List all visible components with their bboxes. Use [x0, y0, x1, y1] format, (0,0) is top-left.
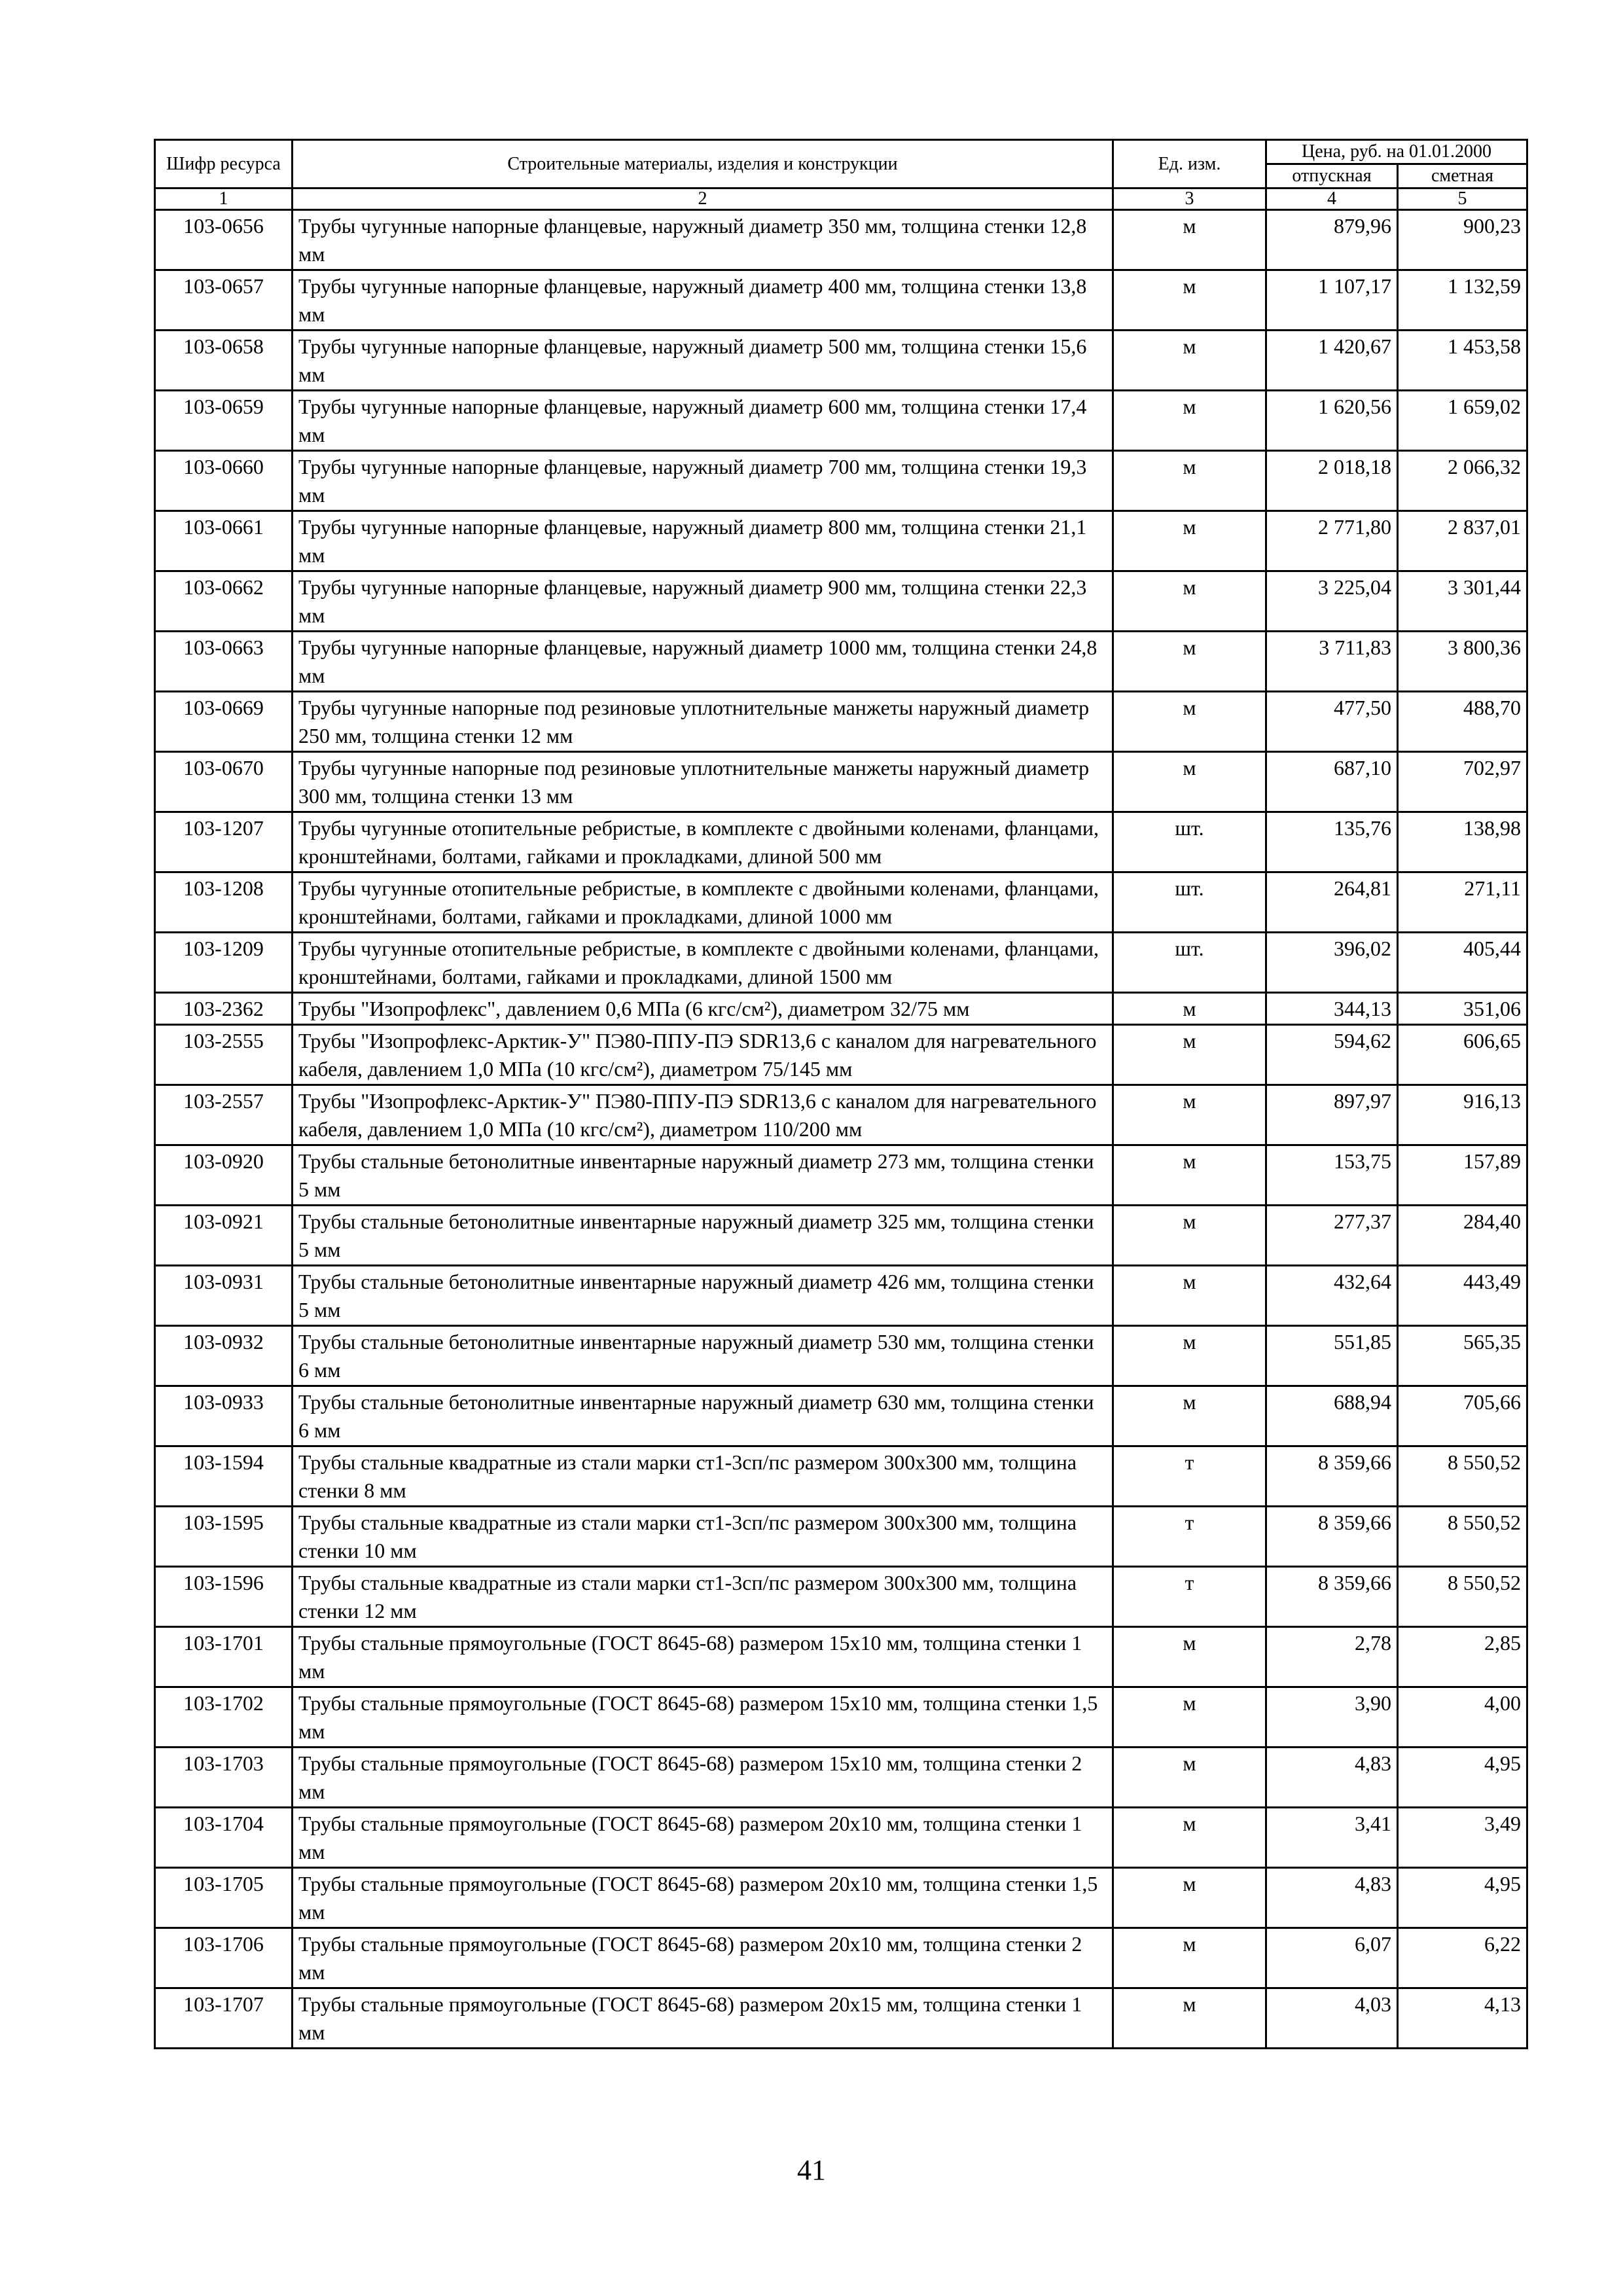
resource-code: 103-0656	[155, 210, 293, 270]
estimate-price: 705,66	[1398, 1386, 1527, 1446]
unit-of-measure: м	[1113, 1266, 1266, 1326]
table-row	[155, 571, 1527, 632]
material-name: Трубы стальные бетонолитные инвентарные наружный диаметр 426 мм, толщина стенки 5 мм	[293, 1266, 1113, 1326]
material-name: Трубы чугунные напорные фланцевые, наружный диаметр 500 мм, толщина стенки 15,6 мм	[293, 331, 1113, 391]
release-price: 2 771,80	[1266, 511, 1398, 571]
table-row	[155, 1748, 1527, 1808]
resource-code: 103-0660	[155, 451, 293, 511]
header-release-price: отпускная	[1266, 164, 1398, 188]
unit-of-measure: м	[1113, 1145, 1266, 1206]
material-name: Трубы стальные прямоугольные (ГОСТ 8645-68) размером 15х10 мм, толщина стенки 2 мм	[293, 1748, 1113, 1808]
resource-code: 103-1596	[155, 1567, 293, 1627]
estimate-price: 8 550,52	[1398, 1567, 1527, 1627]
table-row	[155, 1808, 1527, 1868]
table-header	[155, 140, 1527, 210]
unit-of-measure: м	[1113, 1326, 1266, 1386]
unit-of-measure: м	[1113, 1808, 1266, 1868]
header-materials: Строительные материалы, изделия и конструкции	[293, 140, 1113, 188]
estimate-price: 271,11	[1398, 872, 1527, 933]
estimate-price: 488,70	[1398, 692, 1527, 752]
unit-of-measure: м	[1113, 1687, 1266, 1748]
header-unit: Ед. изм.	[1113, 140, 1266, 188]
resource-code: 103-1208	[155, 872, 293, 933]
release-price: 1 620,56	[1266, 391, 1398, 451]
estimate-price: 6,22	[1398, 1928, 1527, 1988]
release-price: 2,78	[1266, 1627, 1398, 1687]
material-name: Трубы чугунные напорные фланцевые, наружный диаметр 800 мм, толщина стенки 21,1 мм	[293, 511, 1113, 571]
material-name: Трубы "Изопрофлекс", давлением 0,6 МПа (6 кгс/см²), диаметром 32/75 мм	[293, 993, 1113, 1025]
estimate-price: 3 301,44	[1398, 571, 1527, 632]
table-row	[155, 993, 1527, 1025]
material-name: Трубы чугунные отопительные ребристые, в комплекте с двойными коленами, фланцами, кронштейнами, болтами, гайками и прокладками, длиной 500 мм	[293, 812, 1113, 872]
unit-of-measure: м	[1113, 1748, 1266, 1808]
material-name: Трубы стальные прямоугольные (ГОСТ 8645-68) размером 15х10 мм, толщина стенки 1 мм	[293, 1627, 1113, 1687]
estimate-price: 702,97	[1398, 752, 1527, 812]
resource-code: 103-0921	[155, 1206, 293, 1266]
material-name: Трубы чугунные напорные под резиновые уплотнительные манжеты наружный диаметр 300 мм, толщина стенки 13 мм	[293, 752, 1113, 812]
table-row	[155, 692, 1527, 752]
material-name: Трубы стальные прямоугольные (ГОСТ 8645-68) размером 15х10 мм, толщина стенки 1,5 мм	[293, 1687, 1113, 1748]
resource-code: 103-0933	[155, 1386, 293, 1446]
table-row	[155, 1085, 1527, 1145]
release-price: 8 359,66	[1266, 1507, 1398, 1567]
resource-code: 103-0670	[155, 752, 293, 812]
estimate-price: 405,44	[1398, 933, 1527, 993]
resource-code: 103-0661	[155, 511, 293, 571]
release-price: 1 420,67	[1266, 331, 1398, 391]
release-price: 3 225,04	[1266, 571, 1398, 632]
release-price: 688,94	[1266, 1386, 1398, 1446]
unit-of-measure: м	[1113, 1025, 1266, 1085]
table-row	[155, 632, 1527, 692]
material-name: Трубы чугунные напорные фланцевые, наружный диаметр 600 мм, толщина стенки 17,4 мм	[293, 391, 1113, 451]
resource-code: 103-0932	[155, 1326, 293, 1386]
table-row	[155, 1145, 1527, 1206]
resource-code: 103-0931	[155, 1266, 293, 1326]
material-name: Трубы чугунные напорные под резиновые уплотнительные манжеты наружный диаметр 250 мм, толщина стенки 12 мм	[293, 692, 1113, 752]
resource-code: 103-0920	[155, 1145, 293, 1206]
resource-code: 103-1207	[155, 812, 293, 872]
material-name: Трубы стальные бетонолитные инвентарные наружный диаметр 530 мм, толщина стенки 6 мм	[293, 1326, 1113, 1386]
release-price: 6,07	[1266, 1928, 1398, 1988]
table-row	[155, 1266, 1527, 1326]
material-name: Трубы чугунные напорные фланцевые, наружный диаметр 400 мм, толщина стенки 13,8 мм	[293, 270, 1113, 331]
table-row	[155, 933, 1527, 993]
table-row	[155, 1988, 1527, 2049]
material-name: Трубы стальные квадратные из стали марки ст1-3сп/пс размером 300х300 мм, толщина стенки 12 мм	[293, 1567, 1113, 1627]
estimate-price: 1 659,02	[1398, 391, 1527, 451]
material-name: Трубы стальные прямоугольные (ГОСТ 8645-68) размером 20х10 мм, толщина стенки 1,5 мм	[293, 1868, 1113, 1928]
table-body	[155, 210, 1527, 2049]
release-price: 879,96	[1266, 210, 1398, 270]
release-price: 8 359,66	[1266, 1446, 1398, 1507]
release-price: 277,37	[1266, 1206, 1398, 1266]
unit-of-measure: м	[1113, 331, 1266, 391]
material-name: Трубы стальные прямоугольные (ГОСТ 8645-68) размером 20х10 мм, толщина стенки 2 мм	[293, 1928, 1113, 1988]
unit-of-measure: т	[1113, 1567, 1266, 1627]
table-row	[155, 511, 1527, 571]
estimate-price: 284,40	[1398, 1206, 1527, 1266]
resource-code: 103-1209	[155, 933, 293, 993]
header-price: Цена, руб. на 01.01.2000	[1266, 140, 1527, 164]
table-row	[155, 391, 1527, 451]
estimate-price: 8 550,52	[1398, 1507, 1527, 1567]
resource-code: 103-1701	[155, 1627, 293, 1687]
estimate-price: 2 066,32	[1398, 451, 1527, 511]
unit-of-measure: м	[1113, 1988, 1266, 2049]
material-name: Трубы "Изопрофлекс-Арктик-У" ПЭ80-ППУ-ПЭ SDR13,6 с каналом для нагревательного кабеля, давлением 1,0 МПа (10 кгс/см²), диаметром 110/200 мм	[293, 1085, 1113, 1145]
resource-code: 103-0662	[155, 571, 293, 632]
release-price: 396,02	[1266, 933, 1398, 993]
estimate-price: 138,98	[1398, 812, 1527, 872]
material-name: Трубы стальные квадратные из стали марки ст1-3сп/пс размером 300х300 мм, толщина стенки 8 мм	[293, 1446, 1113, 1507]
estimate-price: 900,23	[1398, 210, 1527, 270]
unit-of-measure: м	[1113, 571, 1266, 632]
unit-of-measure: м	[1113, 993, 1266, 1025]
release-price: 3,41	[1266, 1808, 1398, 1868]
resource-code: 103-2557	[155, 1085, 293, 1145]
estimate-price: 8 550,52	[1398, 1446, 1527, 1507]
material-name: Трубы чугунные напорные фланцевые, наружный диаметр 700 мм, толщина стенки 19,3 мм	[293, 451, 1113, 511]
material-name: Трубы чугунные отопительные ребристые, в комплекте с двойными коленами, фланцами, кронштейнами, болтами, гайками и прокладками, длиной 1500 мм	[293, 933, 1113, 993]
material-name: Трубы чугунные напорные фланцевые, наружный диаметр 900 мм, толщина стенки 22,3 мм	[293, 571, 1113, 632]
column-number: 4	[1266, 188, 1398, 210]
unit-of-measure: м	[1113, 632, 1266, 692]
unit-of-measure: м	[1113, 692, 1266, 752]
unit-of-measure: м	[1113, 210, 1266, 270]
unit-of-measure: м	[1113, 511, 1266, 571]
column-number: 1	[155, 188, 293, 210]
price-table	[154, 139, 1528, 2049]
table-row	[155, 1868, 1527, 1928]
unit-of-measure: т	[1113, 1446, 1266, 1507]
release-price: 4,83	[1266, 1748, 1398, 1808]
estimate-price: 4,13	[1398, 1988, 1527, 2049]
unit-of-measure: м	[1113, 1928, 1266, 1988]
release-price: 4,83	[1266, 1868, 1398, 1928]
table-row	[155, 1386, 1527, 1446]
unit-of-measure: шт.	[1113, 812, 1266, 872]
estimate-price: 4,00	[1398, 1687, 1527, 1748]
table-row	[155, 1928, 1527, 1988]
unit-of-measure: м	[1113, 752, 1266, 812]
release-price: 8 359,66	[1266, 1567, 1398, 1627]
estimate-price: 1 132,59	[1398, 270, 1527, 331]
table-row	[155, 1627, 1527, 1687]
estimate-price: 565,35	[1398, 1326, 1527, 1386]
material-name: Трубы чугунные напорные фланцевые, наружный диаметр 1000 мм, толщина стенки 24,8 мм	[293, 632, 1113, 692]
header-estimate-price: сметная	[1398, 164, 1527, 188]
unit-of-measure: м	[1113, 451, 1266, 511]
table-row	[155, 812, 1527, 872]
resource-code: 103-0659	[155, 391, 293, 451]
table-row	[155, 1206, 1527, 1266]
table-row	[155, 1507, 1527, 1567]
table-row	[155, 1687, 1527, 1748]
table-row	[155, 451, 1527, 511]
estimate-price: 157,89	[1398, 1145, 1527, 1206]
header-code: Шифр ресурса	[155, 140, 293, 188]
unit-of-measure: м	[1113, 1868, 1266, 1928]
unit-of-measure: шт.	[1113, 872, 1266, 933]
header-row	[155, 140, 1527, 164]
table-row	[155, 1446, 1527, 1507]
unit-of-measure: м	[1113, 1627, 1266, 1687]
column-number: 2	[293, 188, 1113, 210]
unit-of-measure: т	[1113, 1507, 1266, 1567]
release-price: 135,76	[1266, 812, 1398, 872]
resource-code: 103-1594	[155, 1446, 293, 1507]
table-row	[155, 872, 1527, 933]
estimate-price: 3,49	[1398, 1808, 1527, 1868]
release-price: 3 711,83	[1266, 632, 1398, 692]
material-name: Трубы стальные прямоугольные (ГОСТ 8645-68) размером 20х10 мм, толщина стенки 1 мм	[293, 1808, 1113, 1868]
material-name: Трубы стальные бетонолитные инвентарные наружный диаметр 273 мм, толщина стенки 5 мм	[293, 1145, 1113, 1206]
estimate-price: 443,49	[1398, 1266, 1527, 1326]
release-price: 432,64	[1266, 1266, 1398, 1326]
release-price: 594,62	[1266, 1025, 1398, 1085]
table-row	[155, 270, 1527, 331]
resource-code: 103-1706	[155, 1928, 293, 1988]
estimate-price: 4,95	[1398, 1868, 1527, 1928]
estimate-price: 606,65	[1398, 1025, 1527, 1085]
table-row	[155, 210, 1527, 270]
table-row	[155, 1025, 1527, 1085]
release-price: 551,85	[1266, 1326, 1398, 1386]
material-name: Трубы стальные бетонолитные инвентарные наружный диаметр 630 мм, толщина стенки 6 мм	[293, 1386, 1113, 1446]
unit-of-measure: м	[1113, 270, 1266, 331]
material-name: Трубы чугунные отопительные ребристые, в комплекте с двойными коленами, фланцами, кронштейнами, болтами, гайками и прокладками, длиной 1000 мм	[293, 872, 1113, 933]
release-price: 153,75	[1266, 1145, 1398, 1206]
estimate-price: 4,95	[1398, 1748, 1527, 1808]
estimate-price: 2 837,01	[1398, 511, 1527, 571]
unit-of-measure: м	[1113, 1206, 1266, 1266]
column-number: 3	[1113, 188, 1266, 210]
release-price: 477,50	[1266, 692, 1398, 752]
release-price: 3,90	[1266, 1687, 1398, 1748]
release-price: 897,97	[1266, 1085, 1398, 1145]
release-price: 344,13	[1266, 993, 1398, 1025]
column-number-row	[155, 188, 1527, 210]
resource-code: 103-2555	[155, 1025, 293, 1085]
table-row	[155, 1326, 1527, 1386]
page-number: 41	[797, 2154, 826, 2186]
material-name: Трубы стальные квадратные из стали марки ст1-3сп/пс размером 300х300 мм, толщина стенки 10 мм	[293, 1507, 1113, 1567]
resource-code: 103-2362	[155, 993, 293, 1025]
release-price: 2 018,18	[1266, 451, 1398, 511]
unit-of-measure: м	[1113, 1386, 1266, 1446]
material-name: Трубы чугунные напорные фланцевые, наружный диаметр 350 мм, толщина стенки 12,8 мм	[293, 210, 1113, 270]
estimate-price: 3 800,36	[1398, 632, 1527, 692]
estimate-price: 916,13	[1398, 1085, 1527, 1145]
material-name: Трубы "Изопрофлекс-Арктик-У" ПЭ80-ППУ-ПЭ SDR13,6 с каналом для нагревательного кабеля, давлением 1,0 МПа (10 кгс/см²), диаметром 75/145 мм	[293, 1025, 1113, 1085]
estimate-price: 2,85	[1398, 1627, 1527, 1687]
estimate-price: 1 453,58	[1398, 331, 1527, 391]
resource-code: 103-0657	[155, 270, 293, 331]
column-number: 5	[1398, 188, 1527, 210]
material-name: Трубы стальные бетонолитные инвентарные наружный диаметр 325 мм, толщина стенки 5 мм	[293, 1206, 1113, 1266]
resource-code: 103-1705	[155, 1868, 293, 1928]
resource-code: 103-0658	[155, 331, 293, 391]
table-row	[155, 331, 1527, 391]
resource-code: 103-0669	[155, 692, 293, 752]
material-name: Трубы стальные прямоугольные (ГОСТ 8645-68) размером 20х15 мм, толщина стенки 1 мм	[293, 1988, 1113, 2049]
release-price: 4,03	[1266, 1988, 1398, 2049]
release-price: 1 107,17	[1266, 270, 1398, 331]
unit-of-measure: шт.	[1113, 933, 1266, 993]
resource-code: 103-1707	[155, 1988, 293, 2049]
release-price: 264,81	[1266, 872, 1398, 933]
resource-code: 103-0663	[155, 632, 293, 692]
resource-code: 103-1703	[155, 1748, 293, 1808]
unit-of-measure: м	[1113, 391, 1266, 451]
resource-code: 103-1704	[155, 1808, 293, 1868]
table-row	[155, 1567, 1527, 1627]
resource-code: 103-1595	[155, 1507, 293, 1567]
unit-of-measure: м	[1113, 1085, 1266, 1145]
resource-code: 103-1702	[155, 1687, 293, 1748]
estimate-price: 351,06	[1398, 993, 1527, 1025]
table-row	[155, 752, 1527, 812]
release-price: 687,10	[1266, 752, 1398, 812]
